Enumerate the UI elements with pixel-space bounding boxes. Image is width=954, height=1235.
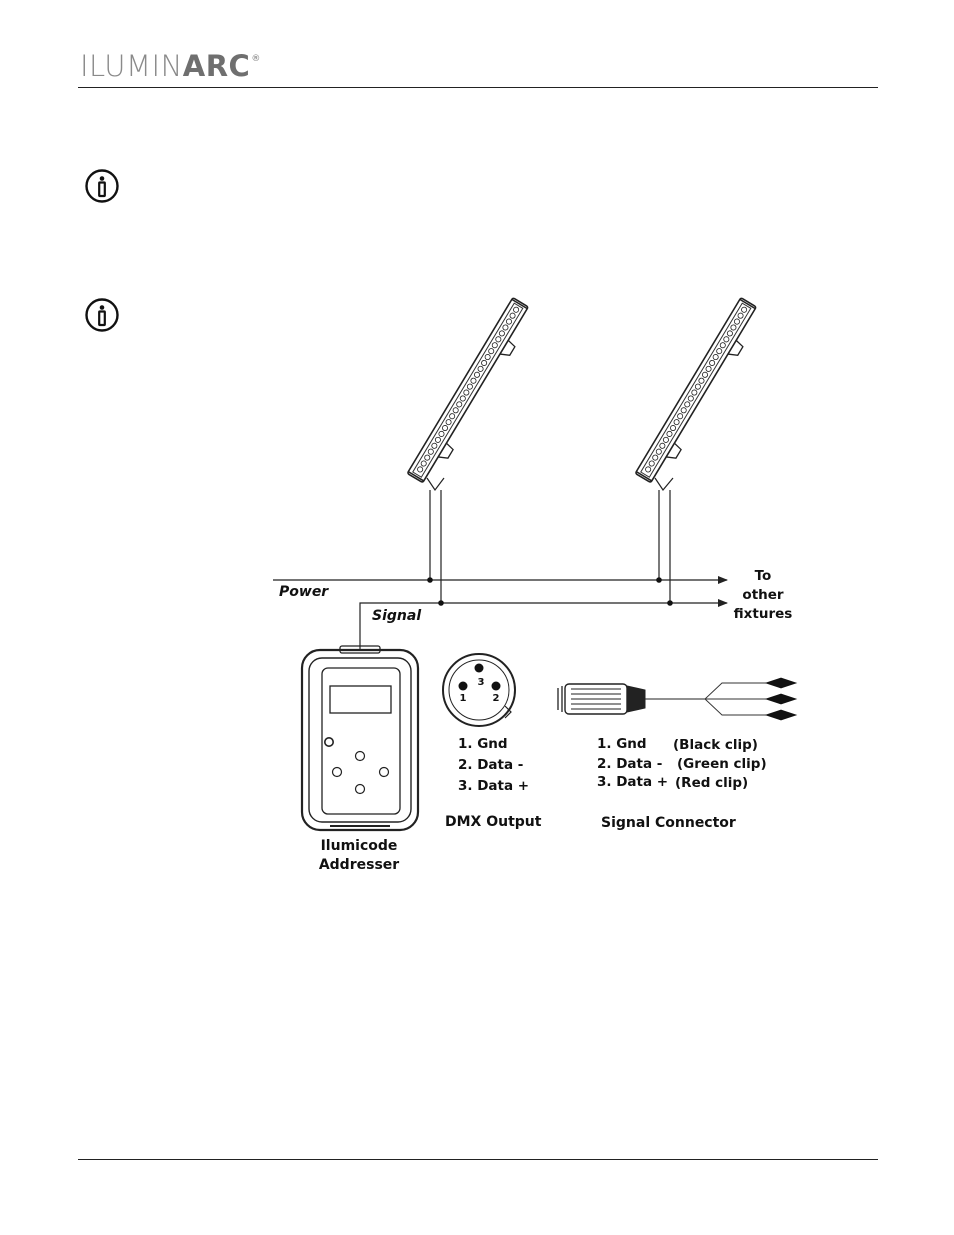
addresser-label-line-2: Addresser <box>318 857 400 873</box>
signal-connector-wires <box>705 683 768 715</box>
to-other-fixtures-label <box>734 568 793 622</box>
led-fixture-1 <box>407 298 536 488</box>
alligator-clips <box>766 678 796 720</box>
to-other-line-1: To <box>754 568 772 584</box>
junction-dot <box>656 577 662 583</box>
registered-mark: ® <box>251 54 261 64</box>
to-other-line-3: fixtures <box>733 606 793 622</box>
dmx-pin-3-label: 3 <box>477 677 485 688</box>
junction-dot <box>667 600 673 606</box>
signal-connector-caption: Signal Connector <box>601 815 736 831</box>
footer-rule <box>78 1159 878 1160</box>
to-other-line-2: other <box>742 587 784 603</box>
fixture-2-cables <box>655 478 673 603</box>
clip-color-label: (Green clip) <box>677 756 767 772</box>
signal-connector-pinout <box>597 736 767 791</box>
signal-pinout-line: 1. Gnd <box>597 736 647 752</box>
junction-dot <box>427 577 433 583</box>
signal-label: Signal <box>372 608 422 624</box>
signal-pinout-line: 2. Data - <box>597 756 663 772</box>
dmx-pinout-line: 2. Data - <box>458 757 524 773</box>
dmx-pinout-line: 3. Data + <box>458 778 530 794</box>
dmx-output-connector <box>443 654 515 726</box>
dmx-pin-2-label: 2 <box>492 693 500 704</box>
dmx-pinout-line: 1. Gnd <box>458 736 508 752</box>
dmx-output-caption: DMX Output <box>445 814 542 830</box>
clip-color-label: (Red clip) <box>675 775 749 791</box>
logo-bold-text: ARC <box>182 49 251 83</box>
clip-color-label: (Black clip) <box>673 737 758 753</box>
junction-dot <box>438 600 444 606</box>
dmx-pin-1-label: 1 <box>459 693 467 704</box>
signal-pinout-line: 3. Data + <box>597 774 669 790</box>
power-label: Power <box>279 584 329 600</box>
ilumicode-addresser <box>302 646 418 830</box>
logo-thin-text: ILUMIN <box>80 49 183 83</box>
fixture-1-cables <box>427 478 444 603</box>
signal-connector-plug <box>558 684 705 714</box>
dmx-pinout-list <box>458 736 529 794</box>
addresser-label-line-1: Ilumicode <box>320 838 398 854</box>
led-fixture-2 <box>635 298 764 488</box>
